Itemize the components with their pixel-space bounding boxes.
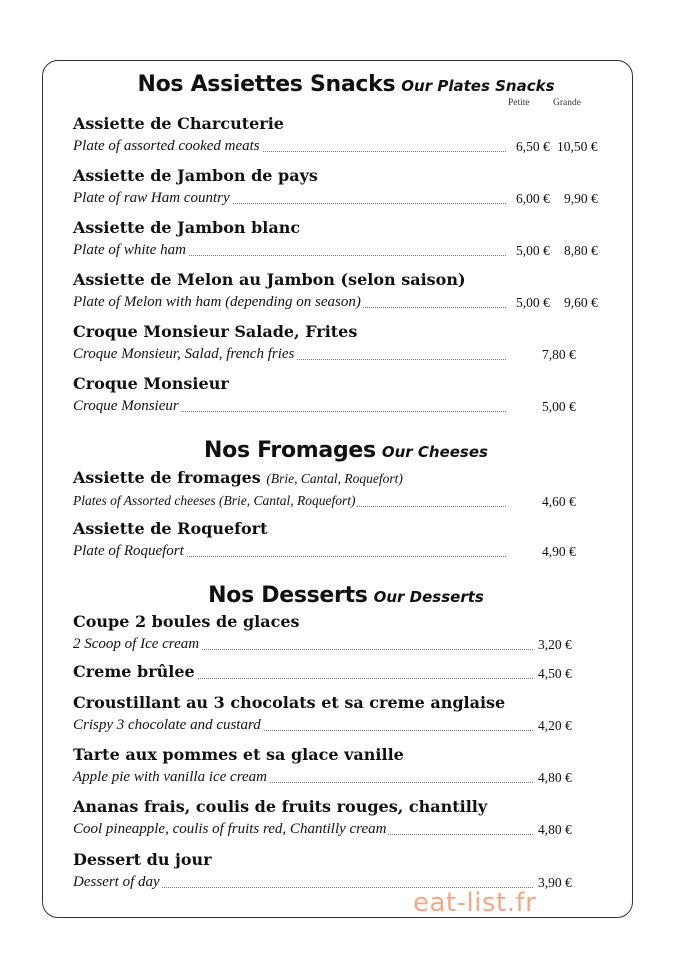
menu-item	[73, 270, 603, 313]
item-description: Cool pineapple, coulis of fruits red, Chantilly cream	[73, 821, 387, 837]
item-description: Plate of Roquefort	[73, 543, 184, 559]
item-name: Coupe 2 boules de glaces	[73, 612, 300, 631]
item-name-text: Assiette de fromages	[73, 468, 261, 487]
column-header-petite: Petite	[508, 98, 530, 108]
section-title-snacks	[0, 72, 692, 97]
menu-item	[73, 468, 603, 512]
section-title-fr: Nos Fromages	[204, 438, 376, 463]
item-price: 4,80 €	[538, 770, 572, 785]
menu-item	[73, 693, 603, 736]
price-grande: 10,50 €	[557, 139, 598, 154]
menu-item	[73, 745, 603, 788]
price-petite: 5,00 €	[516, 243, 550, 258]
item-name: Tarte aux pommes et sa glace vanille	[73, 745, 404, 764]
item-price: 4,60 €	[542, 494, 576, 509]
price-petite: 6,00 €	[516, 191, 550, 206]
price-petite: 6,50 €	[516, 139, 550, 154]
section-title-en: Our Plates Snacks	[401, 77, 555, 95]
price-grande: 9,90 €	[564, 191, 598, 206]
section-title-cheeses	[0, 438, 692, 463]
item-description: Plates of Assorted cheeses (Brie, Cantal, Roquefort)	[73, 493, 356, 508]
menu-item	[73, 664, 603, 684]
section-title-en: Our Desserts	[373, 588, 484, 606]
item-name: Assiette de Roquefort	[73, 519, 268, 538]
price-grande: 8,80 €	[564, 243, 598, 258]
column-header-grande: Grande	[553, 98, 581, 108]
item-description: Apple pie with vanilla ice cream	[73, 769, 267, 785]
item-note: (Brie, Cantal, Roquefort)	[266, 471, 403, 486]
item-description: Plate of Melon with ham (depending on season)	[73, 294, 361, 310]
price-grande: 9,60 €	[564, 295, 598, 310]
section-title-desserts	[0, 583, 692, 608]
price-petite: 5,00 €	[516, 295, 550, 310]
item-name: Croque Monsieur	[73, 374, 229, 393]
item-description: Plate of white ham	[73, 242, 186, 258]
item-name: Croustillant au 3 chocolats et sa creme anglaise	[73, 693, 506, 712]
item-description: Croque Monsieur, Salad, french fries	[73, 346, 295, 362]
item-description: 2 Scoop of Ice cream	[73, 636, 200, 652]
item-price: 7,80 €	[542, 347, 576, 362]
section-title-fr: Nos Desserts	[208, 583, 368, 608]
item-description: Crispy 3 chocolate and custard	[73, 717, 261, 733]
menu-item	[73, 166, 603, 209]
item-name	[73, 468, 603, 489]
item-name: Dessert du jour	[73, 850, 212, 869]
section-title-en: Our Cheeses	[381, 443, 488, 461]
item-price: 5,00 €	[542, 399, 576, 414]
menu-item	[73, 322, 603, 365]
menu-item	[73, 218, 603, 261]
menu-item	[73, 850, 603, 893]
item-name: Assiette de Melon au Jambon (selon saison)	[73, 270, 466, 289]
item-description: Plate of assorted cooked meats	[73, 138, 260, 154]
menu-item	[73, 797, 603, 840]
watermark: eat-list.fr	[413, 888, 537, 918]
item-name: Croque Monsieur Salade, Frites	[73, 322, 358, 341]
menu-item	[73, 374, 603, 417]
item-price: 4,80 €	[538, 822, 572, 837]
menu-item	[73, 114, 603, 157]
item-name: Assiette de Charcuterie	[73, 114, 284, 133]
item-name: Assiette de Jambon blanc	[73, 218, 301, 237]
item-name: Assiette de Jambon de pays	[73, 166, 318, 185]
item-description: Plate of raw Ham country	[73, 190, 230, 206]
item-name: Ananas frais, coulis de fruits rouges, chantilly	[73, 797, 488, 816]
item-price: 3,90 €	[538, 875, 572, 890]
item-description: Dessert of day	[73, 874, 160, 890]
item-price: 4,90 €	[542, 544, 576, 559]
item-description: Croque Monsieur	[73, 398, 179, 414]
item-price: 3,20 €	[538, 637, 572, 652]
menu-item	[73, 519, 603, 562]
menu-item	[73, 612, 603, 655]
item-name: Creme brûlee	[73, 662, 195, 681]
item-price: 4,50 €	[538, 666, 572, 681]
section-title-fr: Nos Assiettes Snacks	[137, 72, 396, 97]
item-price: 4,20 €	[538, 718, 572, 733]
